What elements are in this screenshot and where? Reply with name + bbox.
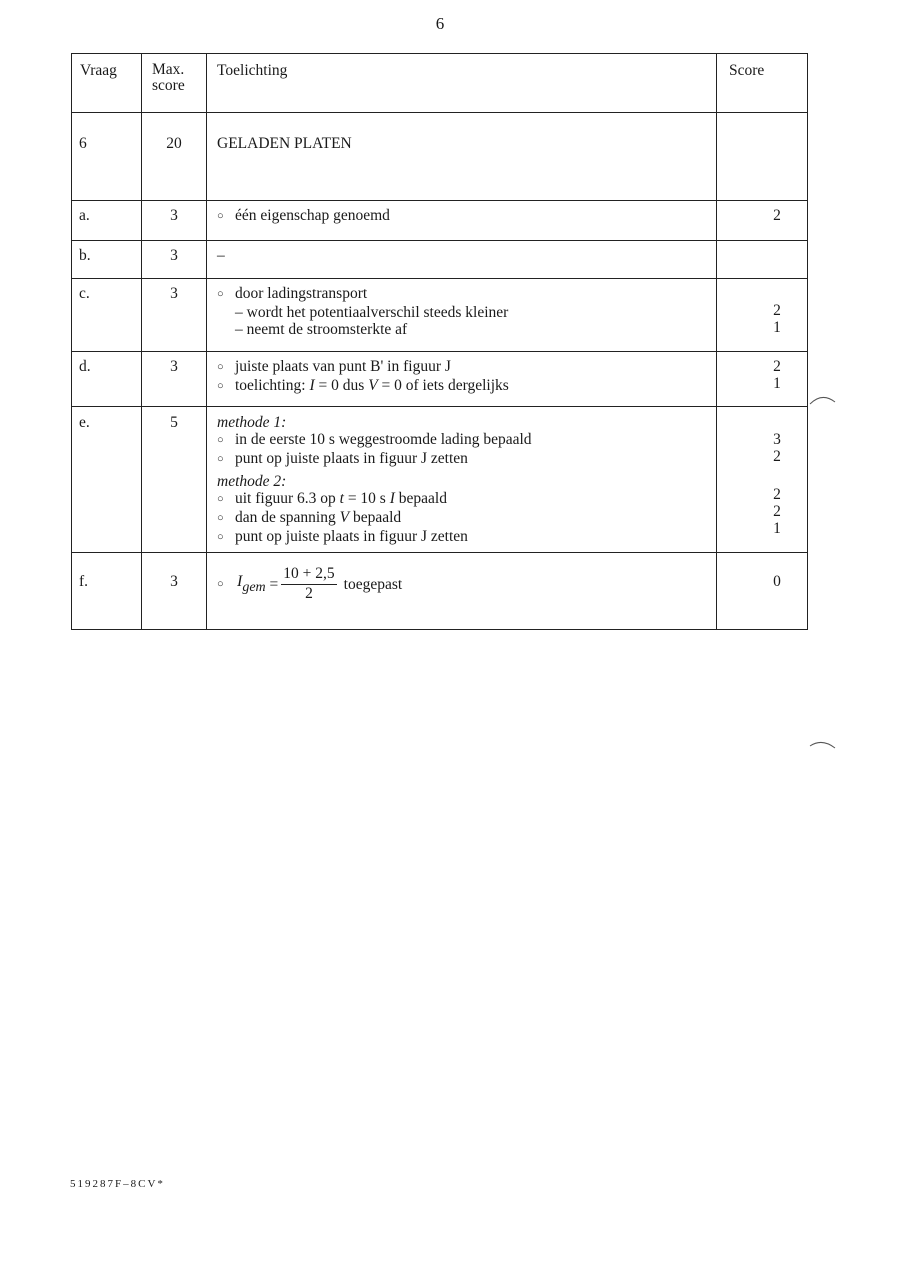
row-c-line-3: – neemt de stroomsterkte af <box>235 321 408 338</box>
row-e-m2-line-1-text-b: = 10 s <box>343 490 390 507</box>
row-e-m2-score-2: 2 <box>773 503 781 520</box>
row-d-line-2-text-c: = 0 of iets dergelijks <box>377 377 509 394</box>
row-d-line-2-text-b: = 0 dus <box>314 377 369 394</box>
row-e-m2-line-1 <box>217 490 716 509</box>
row-e-m2-line-2-text-b: bepaald <box>349 509 402 526</box>
row-b-vraag: b. <box>72 241 142 279</box>
row-a-score <box>717 201 808 241</box>
row-e-m2-line-1-text-c: bepaald <box>394 490 447 507</box>
header-vraag: Vraag <box>72 54 142 113</box>
row-e-m2-line-3: ○ punt op juiste plaats in figuur J zetten <box>217 528 716 547</box>
table-row-e <box>72 407 808 553</box>
row-d-line-2-text: toelichting: <box>235 377 310 394</box>
row-d-line-2 <box>217 377 716 396</box>
header-score: Score <box>717 54 808 113</box>
formula-lhs <box>237 573 266 596</box>
table-row-d <box>72 352 808 407</box>
table-row-c <box>72 279 808 352</box>
method-1-heading: methode 1: <box>217 414 287 431</box>
page-number: 6 <box>435 14 445 33</box>
row-d-score-2: 1 <box>773 375 781 392</box>
average-current-formula <box>217 553 716 603</box>
method-2-heading: methode 2: <box>217 473 287 490</box>
header-max-score <box>142 54 207 113</box>
row-f-max: 3 <box>142 553 207 630</box>
row-e-max: 5 <box>142 407 207 553</box>
symbol-voltage: V <box>368 377 378 394</box>
row-a-max: 3 <box>142 201 207 241</box>
row-d-toelichting <box>207 352 717 407</box>
row-c-line-2: – wordt het potentiaalverschil steeds kleiner <box>235 304 509 321</box>
row-e-m2-score-3: 1 <box>773 520 781 537</box>
formula-subscript: gem <box>242 579 266 595</box>
formula-suffix: toegepast <box>343 575 403 593</box>
row-e-m1-score-1: 3 <box>773 431 781 448</box>
row-d-vraag: d. <box>72 352 142 407</box>
row-d-max: 3 <box>142 352 207 407</box>
section-vraag: 6 <box>72 113 142 201</box>
symbol-current-e: I <box>389 490 395 507</box>
row-e-m1-line-2: ○ punt op juiste plaats in figuur J zetten <box>217 450 716 469</box>
row-e-toelichting <box>207 407 717 553</box>
row-f-score: 0 <box>717 553 808 630</box>
row-d-line-1: ○ juiste plaats van punt B' in figuur J <box>217 358 716 377</box>
header-max-line2: score <box>152 77 185 94</box>
formula-symbol: I <box>237 572 243 590</box>
formula-denominator: 2 <box>305 585 313 602</box>
row-e-m1-line-1: ○ in de eerste 10 s weggestroomde lading bepaald <box>217 431 716 450</box>
scan-mark-2 <box>808 736 838 752</box>
table-header-row <box>72 54 808 113</box>
formula-numerator: 10 + 2,5 <box>281 565 336 585</box>
row-c-vraag: c. <box>72 279 142 352</box>
header-toelichting: Toelichting <box>207 54 717 113</box>
bullet-icon <box>217 575 235 594</box>
row-b-toelichting: – <box>207 241 717 279</box>
table-row-f <box>72 553 808 630</box>
row-e-m2-line-1-text: uit figuur 6.3 op <box>235 490 340 507</box>
table-row-b <box>72 241 808 279</box>
row-c-score <box>717 279 808 352</box>
scan-mark-1 <box>808 392 838 408</box>
scoring-table <box>71 53 808 630</box>
formula-fraction <box>281 565 336 603</box>
symbol-current: I <box>309 377 315 394</box>
row-b-max: 3 <box>142 241 207 279</box>
row-e-vraag: e. <box>72 407 142 553</box>
row-a-toelichting <box>207 201 717 241</box>
row-d-score <box>717 352 808 407</box>
row-c-max: 3 <box>142 279 207 352</box>
row-f-vraag: f. <box>72 553 142 630</box>
row-e-m2-score-1: 2 <box>773 486 781 503</box>
row-f-toelichting <box>207 553 717 630</box>
formula-equals: = <box>265 575 279 593</box>
row-c-score-2: 1 <box>773 319 781 336</box>
row-e-m2-line-2 <box>217 509 716 528</box>
table-row-a <box>72 201 808 241</box>
section-row <box>72 113 808 201</box>
row-c-line-1: ○ door ladingstransport <box>217 285 716 304</box>
document-code: 519287F–8CV* <box>70 1178 165 1190</box>
row-b-score <box>717 241 808 279</box>
row-c-score-1: 2 <box>773 302 781 319</box>
section-title: GELADEN PLATEN <box>207 113 717 201</box>
row-c-toelichting <box>207 279 717 352</box>
section-score <box>717 113 808 201</box>
symbol-voltage-e: V <box>339 509 350 526</box>
section-max: 20 <box>142 113 207 201</box>
row-a-vraag: a. <box>72 201 142 241</box>
row-a-line-1: ○ één eigenschap genoemd <box>217 207 716 226</box>
row-e-m1-score-2: 2 <box>773 448 781 465</box>
header-max-line1: Max. <box>152 61 185 78</box>
row-d-score-1: 2 <box>773 358 781 375</box>
row-e-score <box>717 407 808 553</box>
row-a-score-1: 2 <box>773 207 781 224</box>
row-e-m2-line-2-text: dan de spanning <box>235 509 340 526</box>
symbol-time: t <box>339 490 344 507</box>
